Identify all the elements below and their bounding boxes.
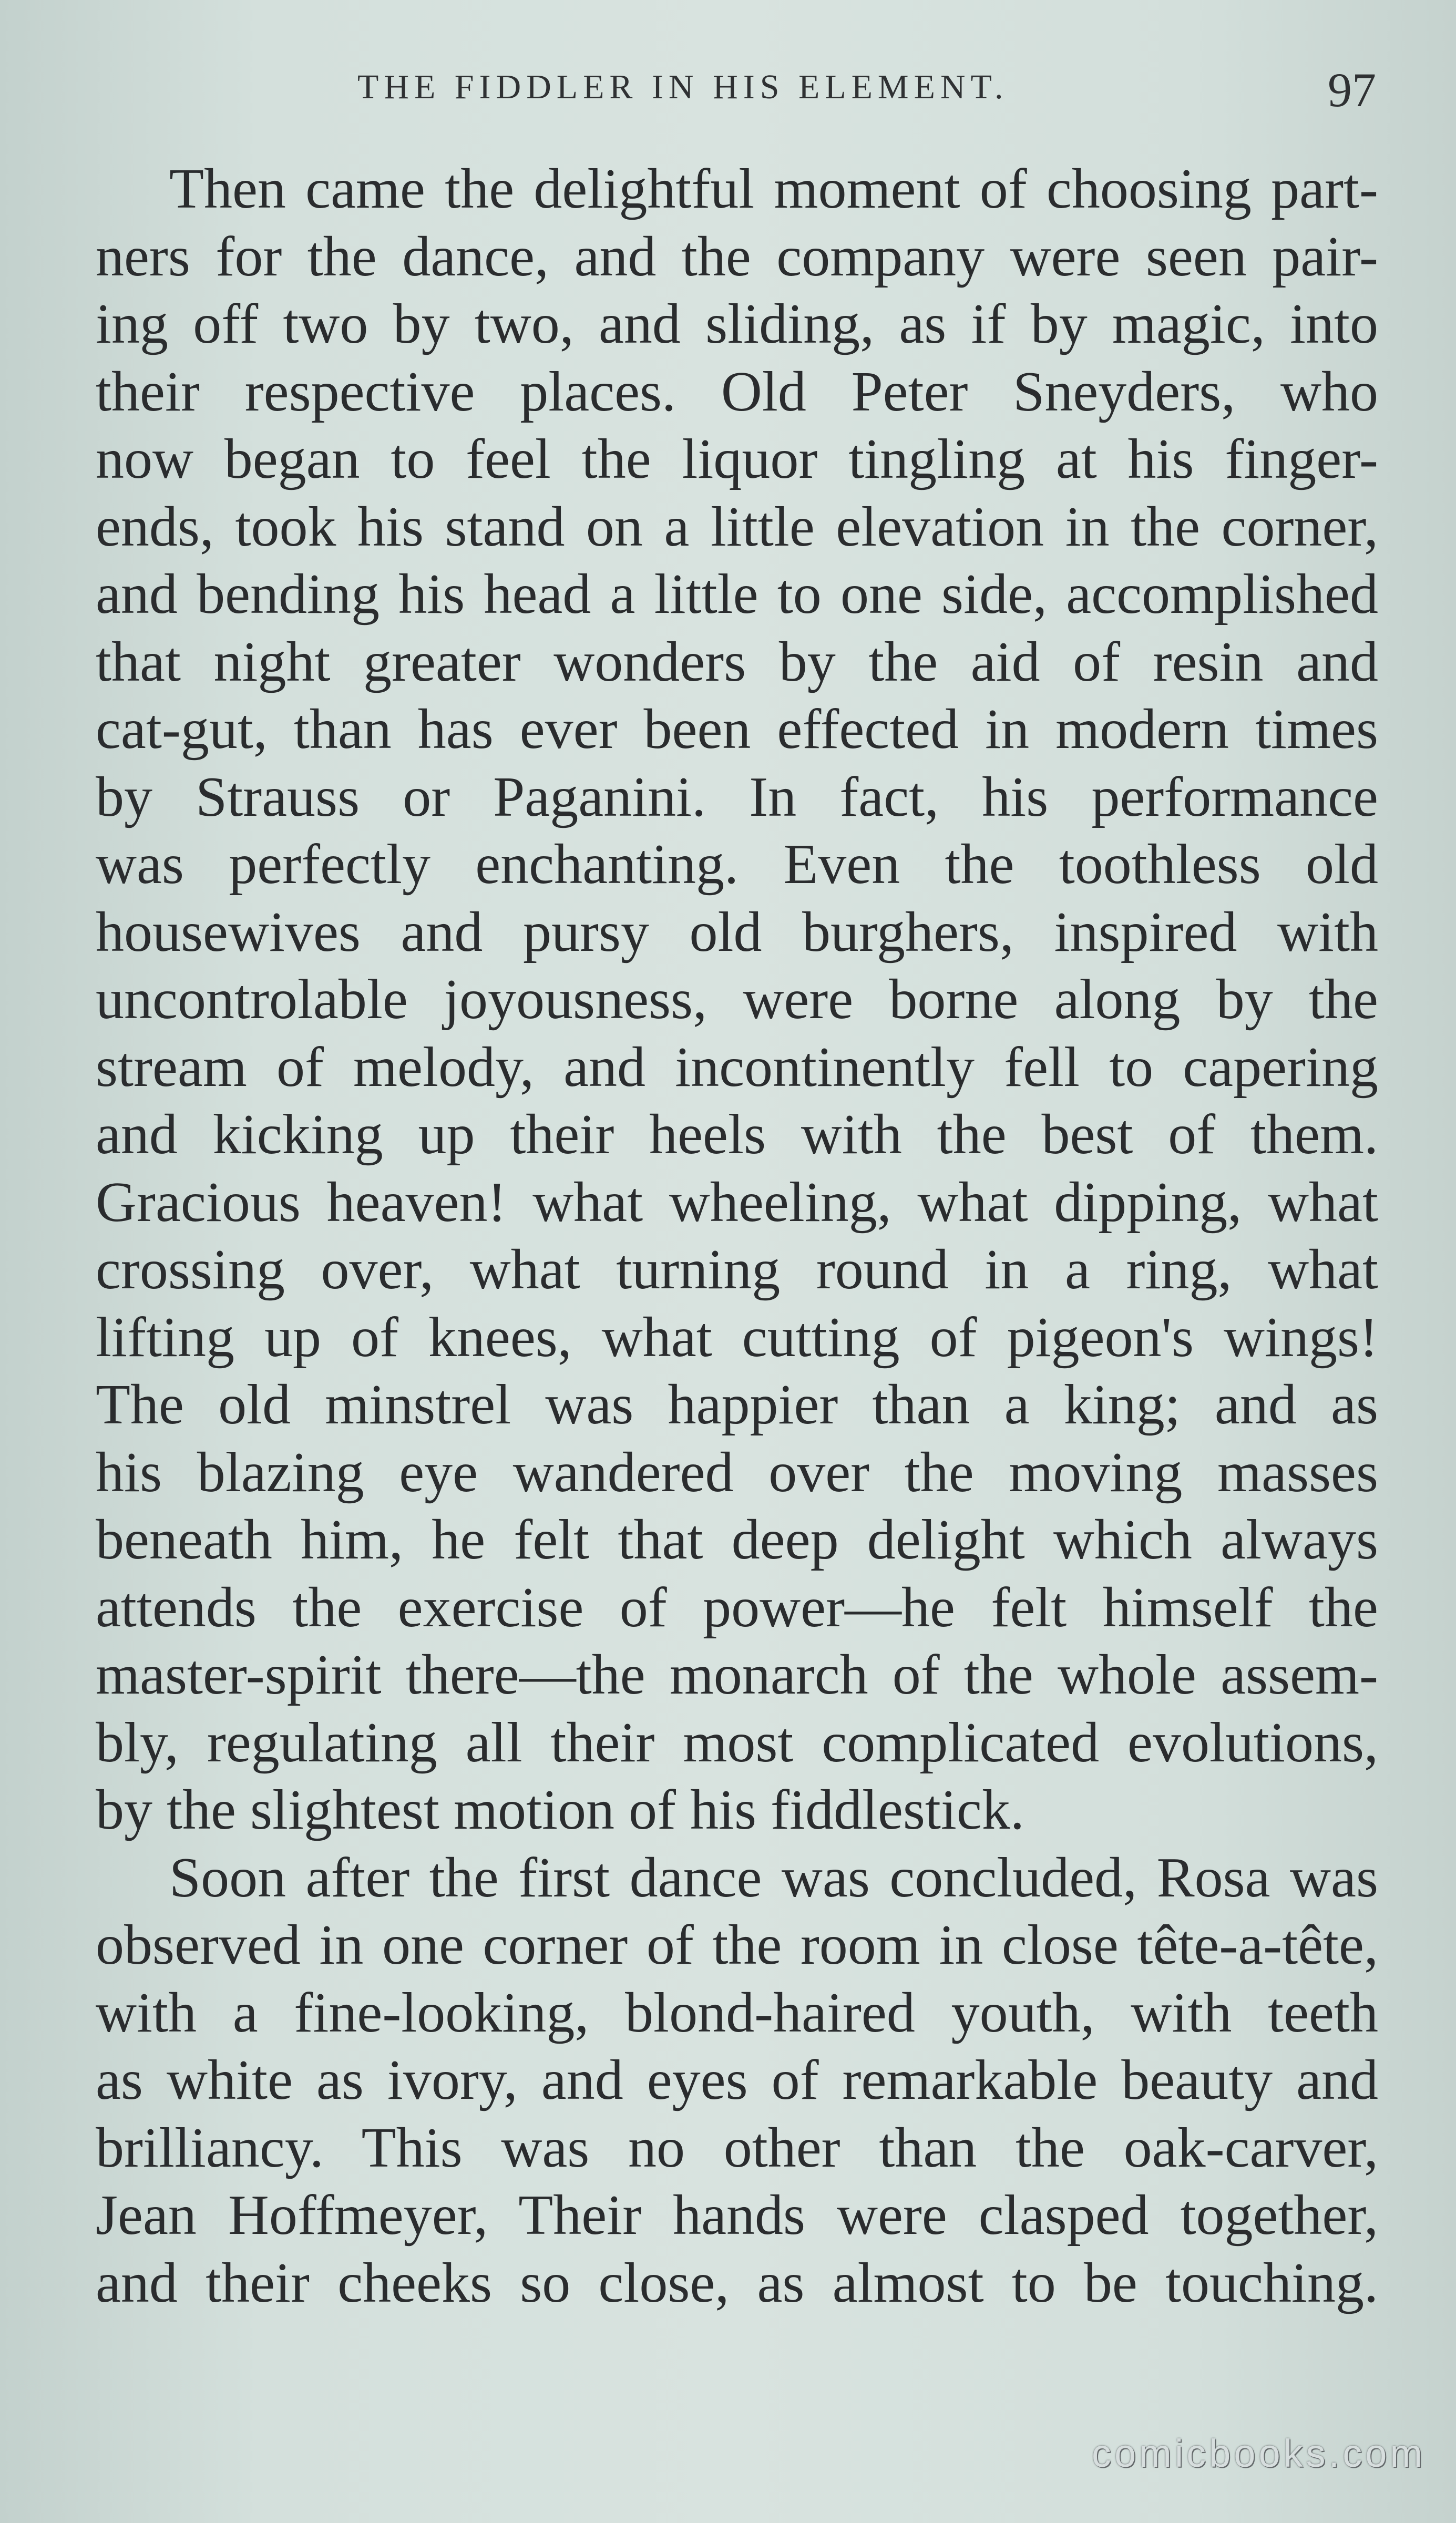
text-line: that night greater wonders by the aid of resin and [96,630,1378,693]
text-line: their respective places. Old Peter Sneyders, who [96,360,1378,423]
text-line: beneath him, he felt that deep delight which always [96,1509,1378,1571]
text-line: crossing over, what turning round in a ring, what [96,1238,1378,1301]
text-line: ends, took his stand on a little elevation in the corner, [96,495,1378,558]
text-line: by the slightest motion of his fiddlestick. [96,1779,1024,1841]
text-line: with a fine-looking, blond-haired youth, with teeth [96,1981,1378,2044]
text-line: as white as ivory, and eyes of remarkable beauty and [96,2049,1378,2111]
text-line: stream of melody, and incontinently fell to capering [96,1035,1378,1099]
watermark: comicbooks.com [1091,2432,1426,2475]
text-line: uncontrolable joyousness, were borne along by the [96,968,1378,1031]
text-line: and kicking up their heels with the best of them. [96,1103,1378,1166]
text-line: observed in one corner of the room in close tête-a-tête, [96,1914,1378,1976]
text-line: Then came the delightful moment of choosing part- [169,158,1378,220]
text-line: housewives and pursy old burghers, inspired with [96,900,1378,963]
text-line: and bending his head a little to one side, accomplished [96,563,1378,625]
text-line: Jean Hoffmeyer, Their hands were clasped together, [96,2184,1378,2247]
text-line: now began to feel the liquor tingling at his finger- [96,428,1378,490]
text-line: The old minstrel was happier than a king; and as [96,1373,1378,1436]
body-text [96,156,1378,2317]
text-line: ners for the dance, and the company were seen pair- [96,225,1378,288]
text-line: Soon after the first dance was concluded, Rosa was [169,1846,1378,1909]
text-line: was perfectly enchanting. Even the toothless old [96,833,1378,896]
text-line: lifting up of knees, what cutting of pigeon's wings! [96,1306,1378,1369]
text-line: and their cheeks so close, as almost to be touching. [96,2251,1378,2314]
text-line: attends the exercise of power—he felt himself the [96,1576,1378,1639]
text-line: Gracious heaven! what wheeling, what dipping, what [96,1171,1378,1234]
running-head: THE FIDDLER IN HIS ELEMENT. [357,68,1009,106]
text-line: his blazing eye wandered over the moving masses [96,1441,1378,1504]
text-line: ing off two by two, and sliding, as if by magic, into [96,293,1378,355]
text-line: bly, regulating all their most complicated evolutions, [96,1711,1378,1774]
text-line: by Strauss or Paganini. In fact, his performance [96,765,1378,828]
page-number: 97 [1328,63,1376,117]
text-line: master-spirit there—the monarch of the whole assem- [96,1644,1378,1706]
text-line: brilliancy. This was no other than the oak-carver, [96,2116,1378,2179]
text-line: cat-gut, than has ever been effected in modern times [96,698,1378,761]
